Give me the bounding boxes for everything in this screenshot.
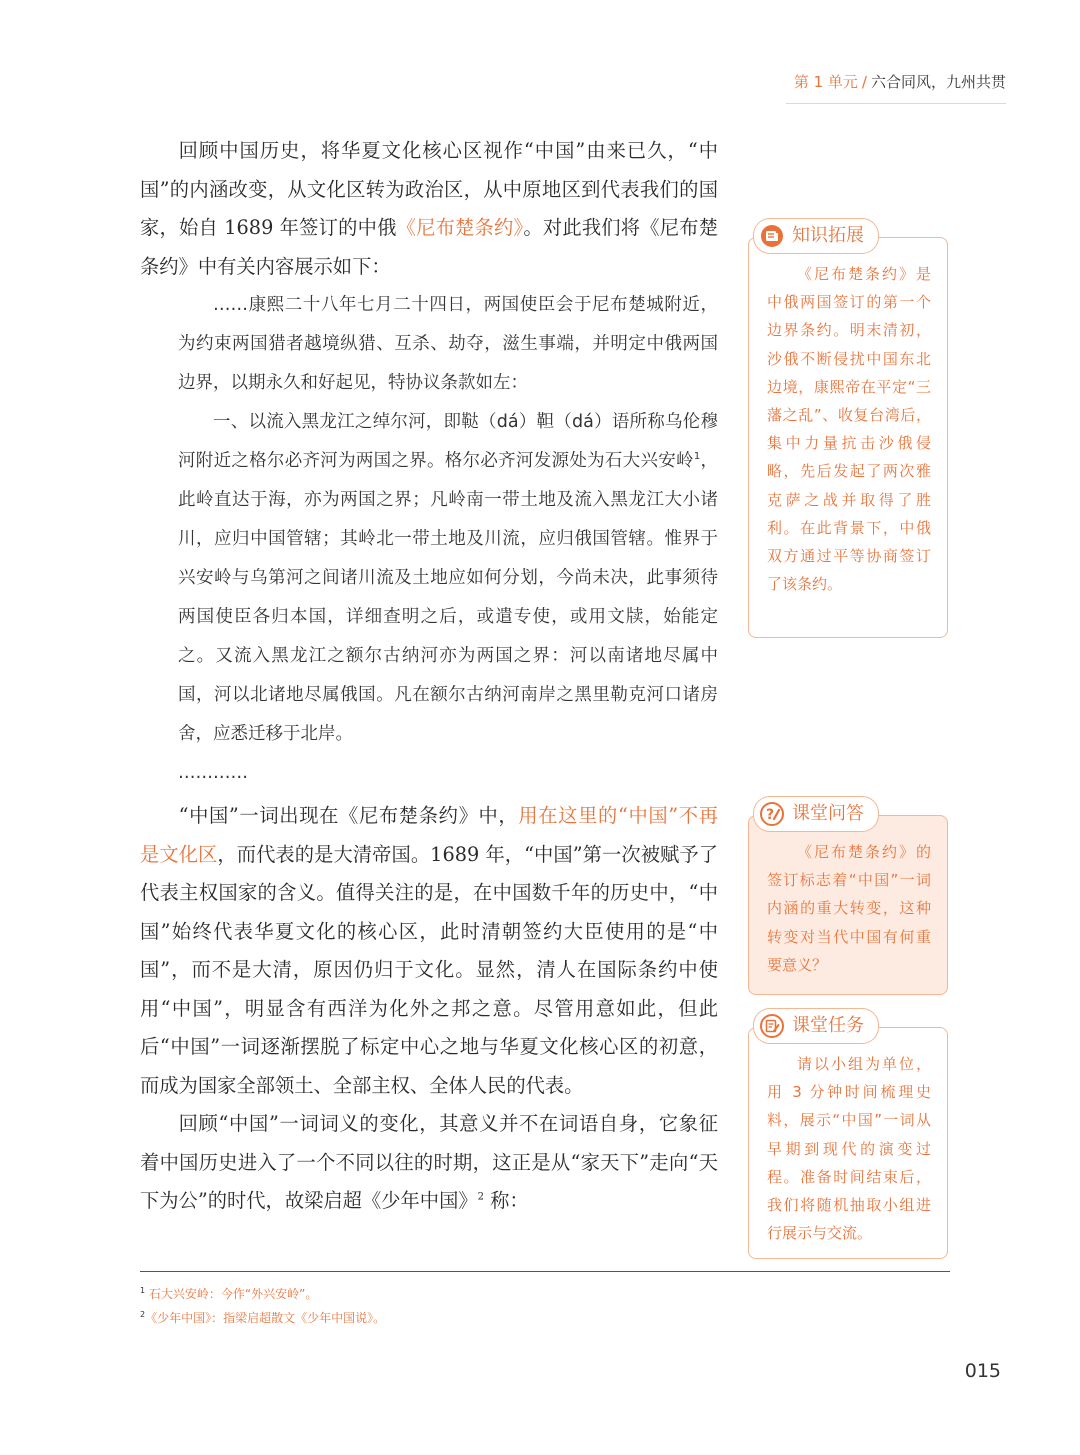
paragraph-3-text: 回顾“中国”一词词义的变化，其意义并不在词语自身，它象征着中国历史进入了一个不同以往的时期，这正是从“家天下”走向“天下为公”的时代，故梁启超《少年中国》 [140, 1112, 718, 1212]
paragraph-3-text-end: 称： [484, 1189, 529, 1212]
footnote-ref-2[interactable]: 2 [477, 1191, 485, 1203]
book-icon [760, 224, 784, 248]
svg-text:?: ? [766, 807, 775, 823]
knowledge-extension-text: 《尼布楚条约》是中俄两国签订的第一个边界条约。明末清初，沙俄不断侵扰中国东北边境，康熙帝在平定“三藩之乱”、收复台湾后，集中力量抗击沙俄侵略，先后发起了两次雅克萨之战并取得了胜利。在此背景下，中俄双方通过平等协商签订了该条约。 [767, 265, 931, 594]
footnote-1 [140, 1282, 940, 1306]
footnote-1-text: 石大兴安岭：今作“外兴安岭”。 [148, 1287, 318, 1301]
paragraph-3 [140, 1105, 718, 1221]
quote-paragraph-2-text: 一、以流入黑龙江之绰尔河，即鞑（dá）靼（dá）语所称乌伦穆河附近之格尔必齐河为两国之界。格尔必齐河发源处为石大兴安岭 [178, 412, 718, 471]
header-slash: / [861, 73, 867, 91]
knowledge-extension-tab [753, 218, 879, 254]
knowledge-extension-title: 知识拓展 [792, 224, 864, 246]
class-question-tab [753, 796, 879, 832]
class-question-title: 课堂问答 [792, 802, 864, 824]
page-number: 015 [964, 1360, 1001, 1382]
footnote-2 [140, 1306, 940, 1330]
running-header [794, 71, 1006, 92]
footnote-2-text: 《少年中国》：指梁启超散文《少年中国说》。 [145, 1311, 386, 1325]
class-task-box [748, 1014, 948, 1259]
main-text [140, 132, 718, 1221]
quote-paragraph-2 [178, 403, 718, 754]
quote-ellipsis: ………… [178, 763, 248, 783]
highlight-phrase: 用在这里的“中国”不再是文化区 [140, 804, 718, 866]
class-question-text: 《尼布楚条约》的签订标志着“中国”一词内涵的重大转变，这种转变对当代中国有何重要意义？ [767, 843, 931, 974]
quote-paragraph-1: ……康熙二十八年七月二十四日，两国使臣会于尼布楚城附近，为约束两国猎者越境纵猎、互杀、劫夺，滋生事端，并明定中俄两国边界，以期永久和好起见，特协议条款如左： [178, 295, 718, 393]
task-icon [760, 1014, 784, 1038]
class-task-tab [753, 1008, 879, 1044]
class-task-title: 课堂任务 [792, 1014, 864, 1036]
treaty-quote [178, 286, 718, 793]
question-pen-icon [760, 802, 784, 826]
quote-paragraph-2-text-end: ，此岭直达于海，亦为两国之界；凡岭南一带土地及流入黑龙江大小诸川，应归中国管辖；其岭北一带土地及川流，应归俄国管辖。惟界于兴安岭与乌第河之间诸川流及土地应如何分划，今尚未决，此事须待两国使臣各归本国，详细查明之后，或遣专使，或用文牍，始能定之。又流入黑龙江之额尔古纳河亦为两国之界：河以南诸地尽属中国，河以北诸地尽属俄国。凡在额尔古纳河南岸之黑里勒克河口诸房舍，应悉迁移于北岸。 [178, 451, 719, 744]
footnote-1-number: 1 [140, 1286, 146, 1295]
footnote-rule [140, 1271, 950, 1272]
footnotes [140, 1282, 940, 1330]
header-rule [786, 103, 1006, 104]
paragraph-2 [140, 797, 718, 1105]
class-question-box [748, 802, 948, 995]
knowledge-extension-box [748, 224, 948, 638]
unit-label: 第 1 单元 [793, 73, 858, 91]
unit-title: 六合同风，九州共贯 [870, 73, 1006, 91]
footnote-ref-1[interactable]: 1 [693, 451, 701, 463]
paragraph-1-text-end: 。对此我们将《尼布楚条约》中有关内容展示如下： [140, 216, 719, 278]
treaty-term-link[interactable]: 《尼布楚条约》 [396, 216, 524, 239]
class-task-text: 请以小组为单位，用 3 分钟时间梳理史料，展示“中国”一词从早期到现代的演变过程。准备时间结束后，我们将随机抽取小组进行展示与交流。 [767, 1055, 931, 1243]
paragraph-1-text: 回顾中国历史，将华夏文化核心区视作“中国”由来已久，“中国”的内涵改变，从文化区转为政治区，从中原地区到代表我们的国家，始自 1689 年签订的中俄 [140, 139, 718, 239]
footnote-2-number: 2 [140, 1310, 146, 1319]
paragraph-2-text: “中国”一词出现在《尼布楚条约》中， [178, 804, 519, 827]
paragraph-1 [140, 132, 718, 286]
paragraph-2-text-end: ，而代表的是大清帝国。1689 年，“中国”第一次被赋予了代表主权国家的含义。值得关注的是，在中国数千年的历史中，“中国”始终代表华夏文化的核心区，此时清朝签约大臣使用的是“中国”，而不是大清，原因仍归于文化。显然，清人在国际条约中使用“中国”，明显含有西洋为化外之邦之意。尽管用意如此，但此后“中国”一词逐渐摆脱了标定中心之地与华夏文化核心区的初意，而成为国家全部领土、全部主权、全体人民的代表。 [140, 842, 719, 1097]
